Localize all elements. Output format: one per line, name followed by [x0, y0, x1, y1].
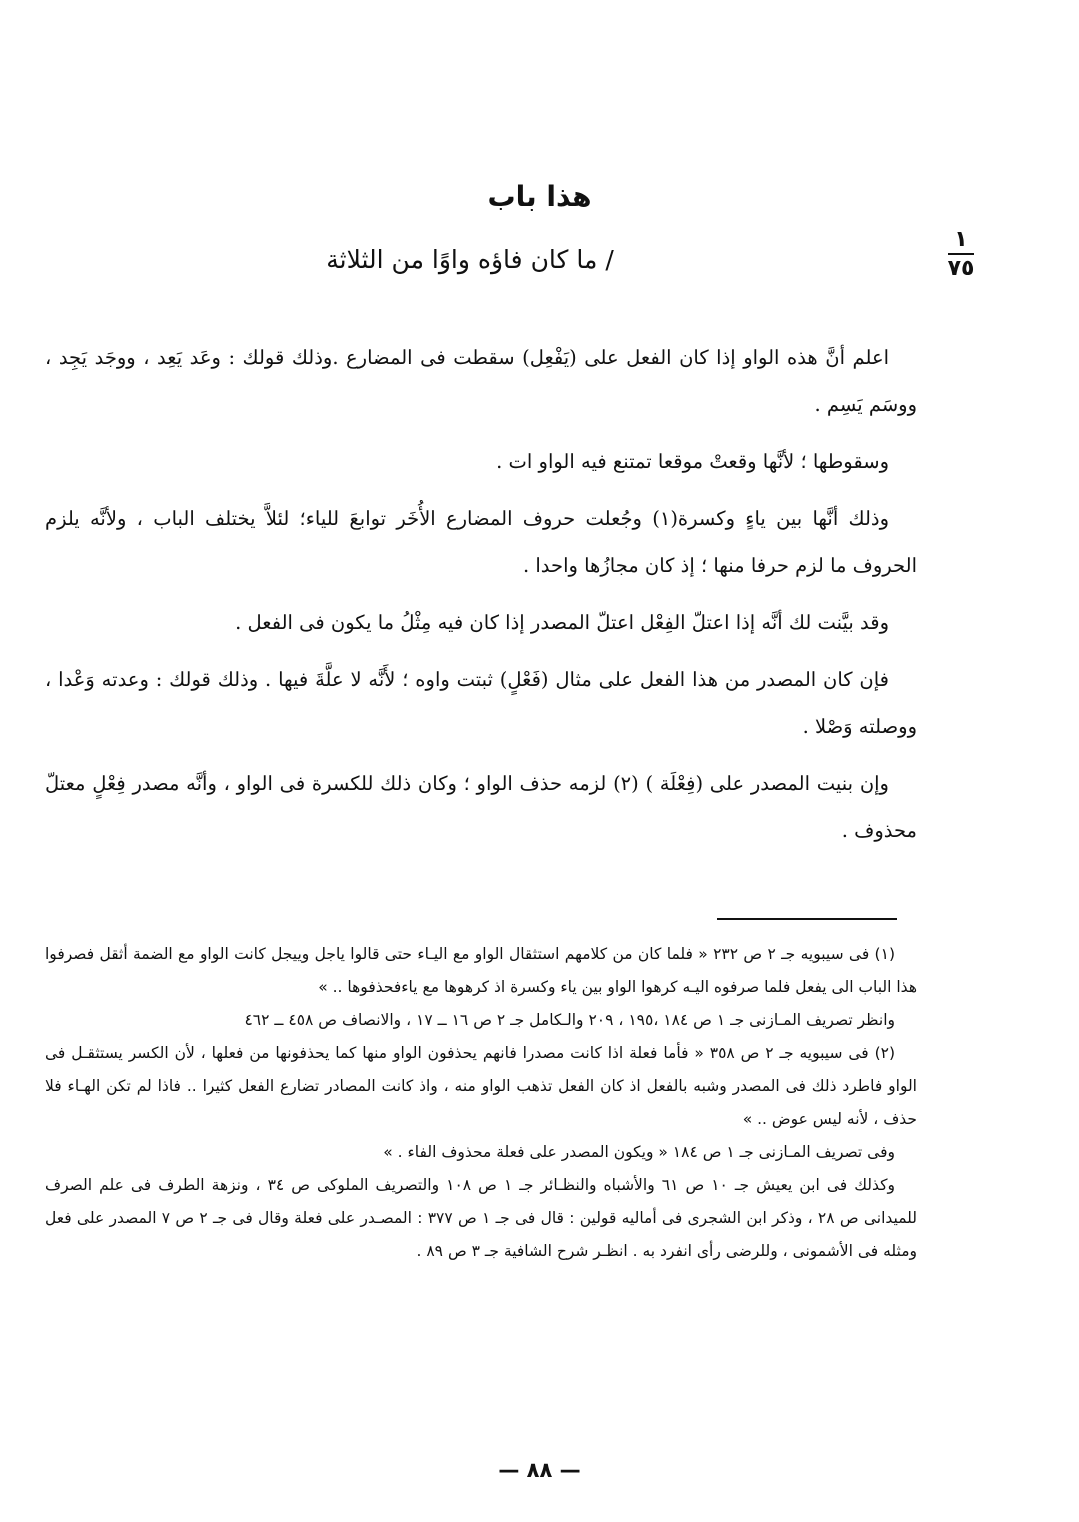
chapter-title: هذا باب	[487, 180, 592, 213]
margin-reference-top: ١	[954, 227, 968, 252]
paragraph: وسقوطها ؛ لأنَّها وقعتْ موقعا تمتنع فيه الواو ات .	[496, 450, 889, 473]
margin-reference-bottom: ٧٥	[947, 256, 975, 282]
paragraph: وذلك أنَّها بين ياءٍ وكسرة(١) وجُعلت حروف المضارع الأُخَر توابعَ للياء؛ لئلاَّ يختلف الباب ، ولأنَّه يلزم الحروف ما لزم حرفا منها ؛ إذ كان مجازُها واحدا .	[45, 507, 917, 577]
main-text	[45, 334, 917, 864]
page-number: — ٨٨ —	[498, 1458, 581, 1482]
footnote: (٢) فى سيبويه جـ ٢ ص ٣٥٨ « فأما فعلة اذا كانت مصدرا فانهم يحذفون الواو منها كما يحذفونها من فعلها ، لأن الكسر يستثقـل فى الواو فاطرد ذلك فى المصدر وشبه بالفعل اذ كان الفعل تذهب الواو منه ، واذ كانت المصادر تضارع الفعل كثيرا .. فاذا لم تكن الهـاء فلا حذف ، لأنه ليس عوض .. »	[45, 1044, 917, 1128]
footnote: وانظر تصريف المـازنى جـ ١ ص ١٨٤ ،١٩٥ ، ٢٠٩ والـكامل جـ ٢ ص ١٦ ــ ١٧ ، والانصاف ص ٤٥٨ ــ ٤٦٢	[244, 1011, 895, 1029]
paragraph: اعلم أنَّ هذه الواو إذا كان الفعل على (يَفْعِل) سقطت فى المضارع .وذلك قولك : وعَد يَعِد ، ووجَد يَجِد ، ووسَم يَسِم .	[45, 346, 917, 416]
paragraph: وقد بيَّنت لك أنَّه إذا اعتلّ الفِعْل اعتلّ المصدر إذا كان فيه مِثْلُ ما يكون فى الفعل .	[235, 611, 889, 634]
footnote-separator	[717, 918, 897, 920]
paragraph: وإن بنيت المصدر على (فِعْلَة ) (٢) لزمه حذف الواو ؛ وكان ذلك للكسرة فى الواو ، وأنَّه مصدر فِعْلٍ معتلّ محذوف .	[45, 772, 917, 842]
chapter-subtitle: / ما كان فاؤه واوًا من الثلاثة	[326, 245, 614, 274]
footnote: وكذلك فى ابن يعيش جـ ١٠ ص ٦١ والأشباه والنظـائر جـ ١ ص ١٠٨ والتصريف الملوكى ص ٣٤ ، ونزهة الطرف فى علم الصرف للميدانى ص ٢٨ ، وذكر ابن الشجرى فى أماليه قولين : قال فى جـ ١ ص ٣٧٧ : المصـدر على فعلة وقال فى جـ ٢ ص ٧ المصدر على فعل ومثله فى الأشمونى ، وللرضى رأى انفرد به . انظـر شرح الشافية جـ ٣ ص ٨٩ .	[45, 1176, 918, 1260]
margin-reference	[941, 228, 981, 280]
footnote: وفى تصريف المـازنى جـ ١ ص ١٨٤ « ويكون المصدر على فعلة محذوف الفاء . »	[383, 1143, 895, 1161]
footnotes	[45, 938, 917, 1268]
margin-reference-rule	[948, 253, 974, 255]
footnote: (١) فى سيبويه جـ ٢ ص ٢٣٢ « فلما كان من كلامهم استثقال الواو مع اليـاء حتى قالوا ياجل وييجل كانت الواو مع الضمة أثقل فصرفوا هذا الباب الى يفعل فلما صرفوه اليـه كرهوا الواو بين ياء وكسرة اذ كرهوها مع ياءفحذفوها .. »	[45, 945, 917, 996]
paragraph: فإن كان المصدر من هذا الفعل على مثال (فَعْلٍ) ثبتت واوه ؛ لأَنَّه لا علَّةَ فيها . وذلك قولك : وعدته وَعْدا ، ووصلته وَصْلا .	[45, 668, 917, 738]
